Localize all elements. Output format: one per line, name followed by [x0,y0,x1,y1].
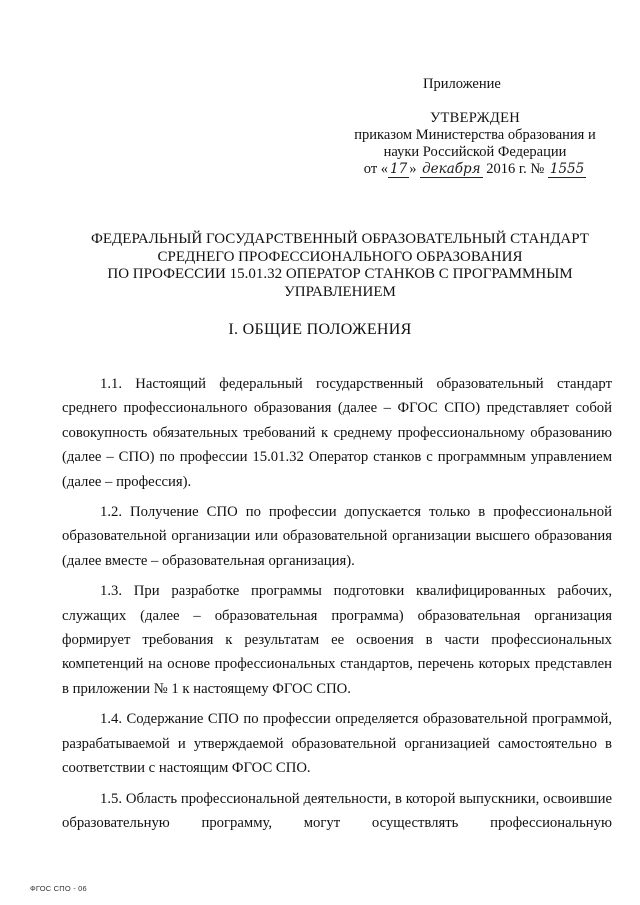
title-line-3: ПО ПРОФЕССИИ 15.01.32 ОПЕРАТОР СТАНКОВ С ПРОГРАММНЫМ [107,266,573,282]
paragraph-1-4: 1.4. Содержание СПО по профессии определяется образовательной программой, разрабатываемой и утверждаемой образовательной организацией самостоятельно в соответствии с настоящим ФГОС СПО. [62,711,612,777]
footer-code: ФГОС СПО - 06 [30,884,87,893]
paragraph-1-2: 1.2. Получение СПО по профессии допускается только в профессиональной образовательной организации или образовательной организации высшего образования (далее вместе – образовательная организация). [62,504,612,569]
title-line-4: УПРАВЛЕНИЕМ [284,283,396,300]
paragraph-1-3: 1.3. При разработке программы подготовки квалифицированных рабочих, служащих (далее – образовательная программа) образовательная организация формирует требования к результатам ее освоения в части профессиональных компетенций на основе профессиональных стандартов, перечень которых представлен в приложении № 1 к настоящему ФГОС СПО. [62,583,612,697]
section-body [62,372,612,841]
approved-label: УТВЕРЖДЕН [429,110,521,126]
date-month-handwritten: декабря [422,161,481,177]
approval-block [340,110,610,178]
paragraph-1-5: 1.5. Область профессиональной деятельности, в которой выпускники, освоившие образовательную программу, могут осуществлять профессиональную [62,790,612,831]
document-title [80,231,600,301]
appendix-label: Приложение [423,76,501,92]
order-date-line [340,161,610,178]
title-line-2: СРЕДНЕГО ПРОФЕССИОНАЛЬНОГО ОБРАЗОВАНИЯ [157,248,523,265]
date-day-handwritten: 17 [390,161,408,177]
order-number-handwritten: 1555 [549,161,585,177]
date-mid: » [409,161,417,177]
date-prefix: от « [363,161,389,177]
title-line-1: ФЕДЕРАЛЬНЫЙ ГОСУДАРСТВЕННЫЙ ОБРАЗОВАТЕЛЬНЫЙ СТАНДАРТ [91,231,589,247]
section-heading: I. ОБЩИЕ ПОЛОЖЕНИЯ [228,321,412,338]
paragraph-1-1: 1.1. Настоящий федеральный государственный образовательный стандарт среднего профессионального образования (далее – ФГОС СПО) представляет собой совокупность обязательных требований к среднему профессиональному образованию (далее – СПО) по профессии 15.01.32 Оператор станков с программным управлением (далее – профессия). [62,376,612,490]
order-line-1: приказом Министерства образования и [354,127,596,143]
date-year: 2016 г. № [486,161,545,177]
order-line-2: науки Российской Федерации [383,144,567,160]
